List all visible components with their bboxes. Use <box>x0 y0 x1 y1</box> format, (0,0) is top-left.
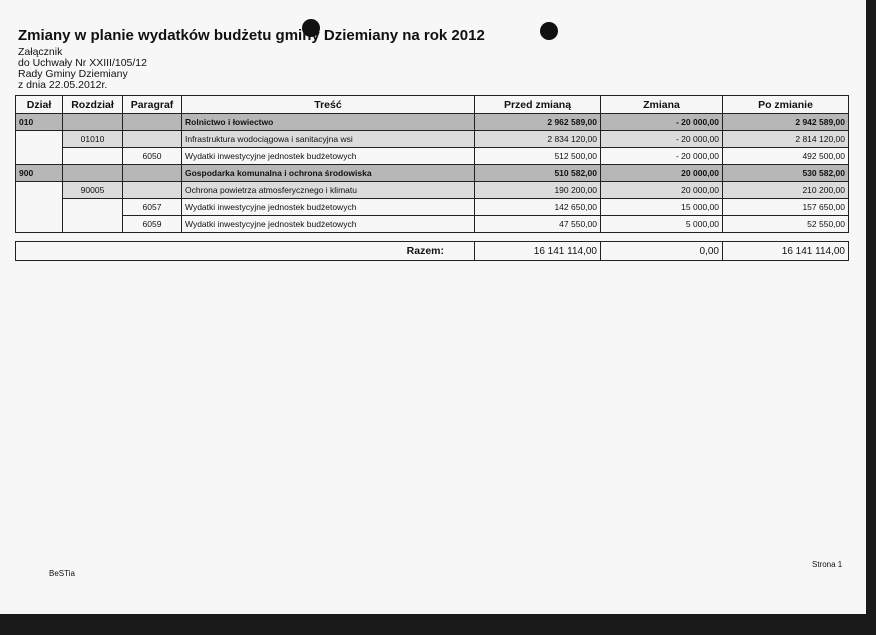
table-row <box>16 114 849 131</box>
punch-hole <box>540 22 558 40</box>
cell-zmiana: 15 000,00 <box>601 199 723 216</box>
cell-paragraf: 6057 <box>123 199 182 216</box>
cell-zmiana: - 20 000,00 <box>601 148 723 165</box>
cell-tresc: Wydatki inwestycyjne jednostek budżetowych <box>182 199 475 216</box>
total-po: 16 141 114,00 <box>723 242 849 261</box>
document-title: Zmiany w planie wydatków budżetu gminy Dziemiany na rok 2012 <box>18 27 485 44</box>
cell-rozdzial <box>63 114 123 131</box>
table-row <box>16 182 849 199</box>
cell-zmiana: - 20 000,00 <box>601 131 723 148</box>
footer-page-number: Strona 1 <box>812 560 843 569</box>
cell-dzial: 900 <box>16 165 63 182</box>
cell-dzial <box>16 199 63 216</box>
cell-paragraf: 6059 <box>123 216 182 233</box>
header-rozdzial: Rozdział <box>63 96 123 114</box>
cell-przed: 510 582,00 <box>475 165 601 182</box>
table-row <box>16 216 849 233</box>
cell-po: 157 650,00 <box>723 199 849 216</box>
cell-dzial <box>16 148 63 165</box>
cell-po: 2 942 589,00 <box>723 114 849 131</box>
table-row <box>16 148 849 165</box>
cell-dzial <box>16 182 63 199</box>
cell-zmiana: 20 000,00 <box>601 165 723 182</box>
cell-rozdzial: 01010 <box>63 131 123 148</box>
cell-dzial <box>16 131 63 148</box>
total-label: Razem: <box>16 242 475 261</box>
cell-dzial: 010 <box>16 114 63 131</box>
cell-po: 2 814 120,00 <box>723 131 849 148</box>
cell-po: 52 550,00 <box>723 216 849 233</box>
totals-row <box>16 242 849 261</box>
budget-table <box>15 95 849 233</box>
cell-przed: 512 500,00 <box>475 148 601 165</box>
cell-dzial <box>16 216 63 233</box>
total-przed: 16 141 114,00 <box>475 242 601 261</box>
cell-rozdzial <box>63 199 123 216</box>
cell-rozdzial <box>63 148 123 165</box>
cell-paragraf: 6050 <box>123 148 182 165</box>
footer-software: BeSTia <box>49 569 75 578</box>
attachment-line: z dnia 22.05.2012r. <box>18 79 108 91</box>
cell-przed: 2 962 589,00 <box>475 114 601 131</box>
cell-rozdzial <box>63 216 123 233</box>
cell-rozdzial: 90005 <box>63 182 123 199</box>
cell-tresc: Gospodarka komunalna i ochrona środowiska <box>182 165 475 182</box>
cell-przed: 2 834 120,00 <box>475 131 601 148</box>
cell-paragraf <box>123 182 182 199</box>
cell-zmiana: 20 000,00 <box>601 182 723 199</box>
total-zmiana: 0,00 <box>601 242 723 261</box>
cell-zmiana: - 20 000,00 <box>601 114 723 131</box>
cell-przed: 47 550,00 <box>475 216 601 233</box>
totals-table <box>15 241 849 261</box>
cell-tresc: Wydatki inwestycyjne jednostek budżetowych <box>182 216 475 233</box>
cell-rozdzial <box>63 165 123 182</box>
cell-po: 492 500,00 <box>723 148 849 165</box>
table-row <box>16 131 849 148</box>
cell-tresc: Wydatki inwestycyjne jednostek budżetowych <box>182 148 475 165</box>
cell-przed: 142 650,00 <box>475 199 601 216</box>
cell-zmiana: 5 000,00 <box>601 216 723 233</box>
cell-paragraf <box>123 131 182 148</box>
cell-po: 530 582,00 <box>723 165 849 182</box>
attachment-line: do Uchwały Nr XXIII/105/12 <box>18 57 147 69</box>
cell-paragraf <box>123 114 182 131</box>
table-row <box>16 199 849 216</box>
cell-po: 210 200,00 <box>723 182 849 199</box>
header-paragraf: Paragraf <box>123 96 182 114</box>
attachment-line: Rady Gminy Dziemiany <box>18 68 128 80</box>
header-tresc: Treść <box>182 96 475 114</box>
table-row <box>16 165 849 182</box>
cell-tresc: Rolnictwo i łowiectwo <box>182 114 475 131</box>
attachment-line: Załącznik <box>18 46 63 58</box>
cell-tresc: Ochrona powietrza atmosferycznego i klimatu <box>182 182 475 199</box>
header-zmiana: Zmiana <box>601 96 723 114</box>
header-przed-zmiana: Przed zmianą <box>475 96 601 114</box>
table-header-row <box>16 96 849 114</box>
cell-tresc: Infrastruktura wodociągowa i sanitacyjna wsi <box>182 131 475 148</box>
cell-przed: 190 200,00 <box>475 182 601 199</box>
cell-paragraf <box>123 165 182 182</box>
header-po-zmianie: Po zmianie <box>723 96 849 114</box>
header-dzial: Dział <box>16 96 63 114</box>
